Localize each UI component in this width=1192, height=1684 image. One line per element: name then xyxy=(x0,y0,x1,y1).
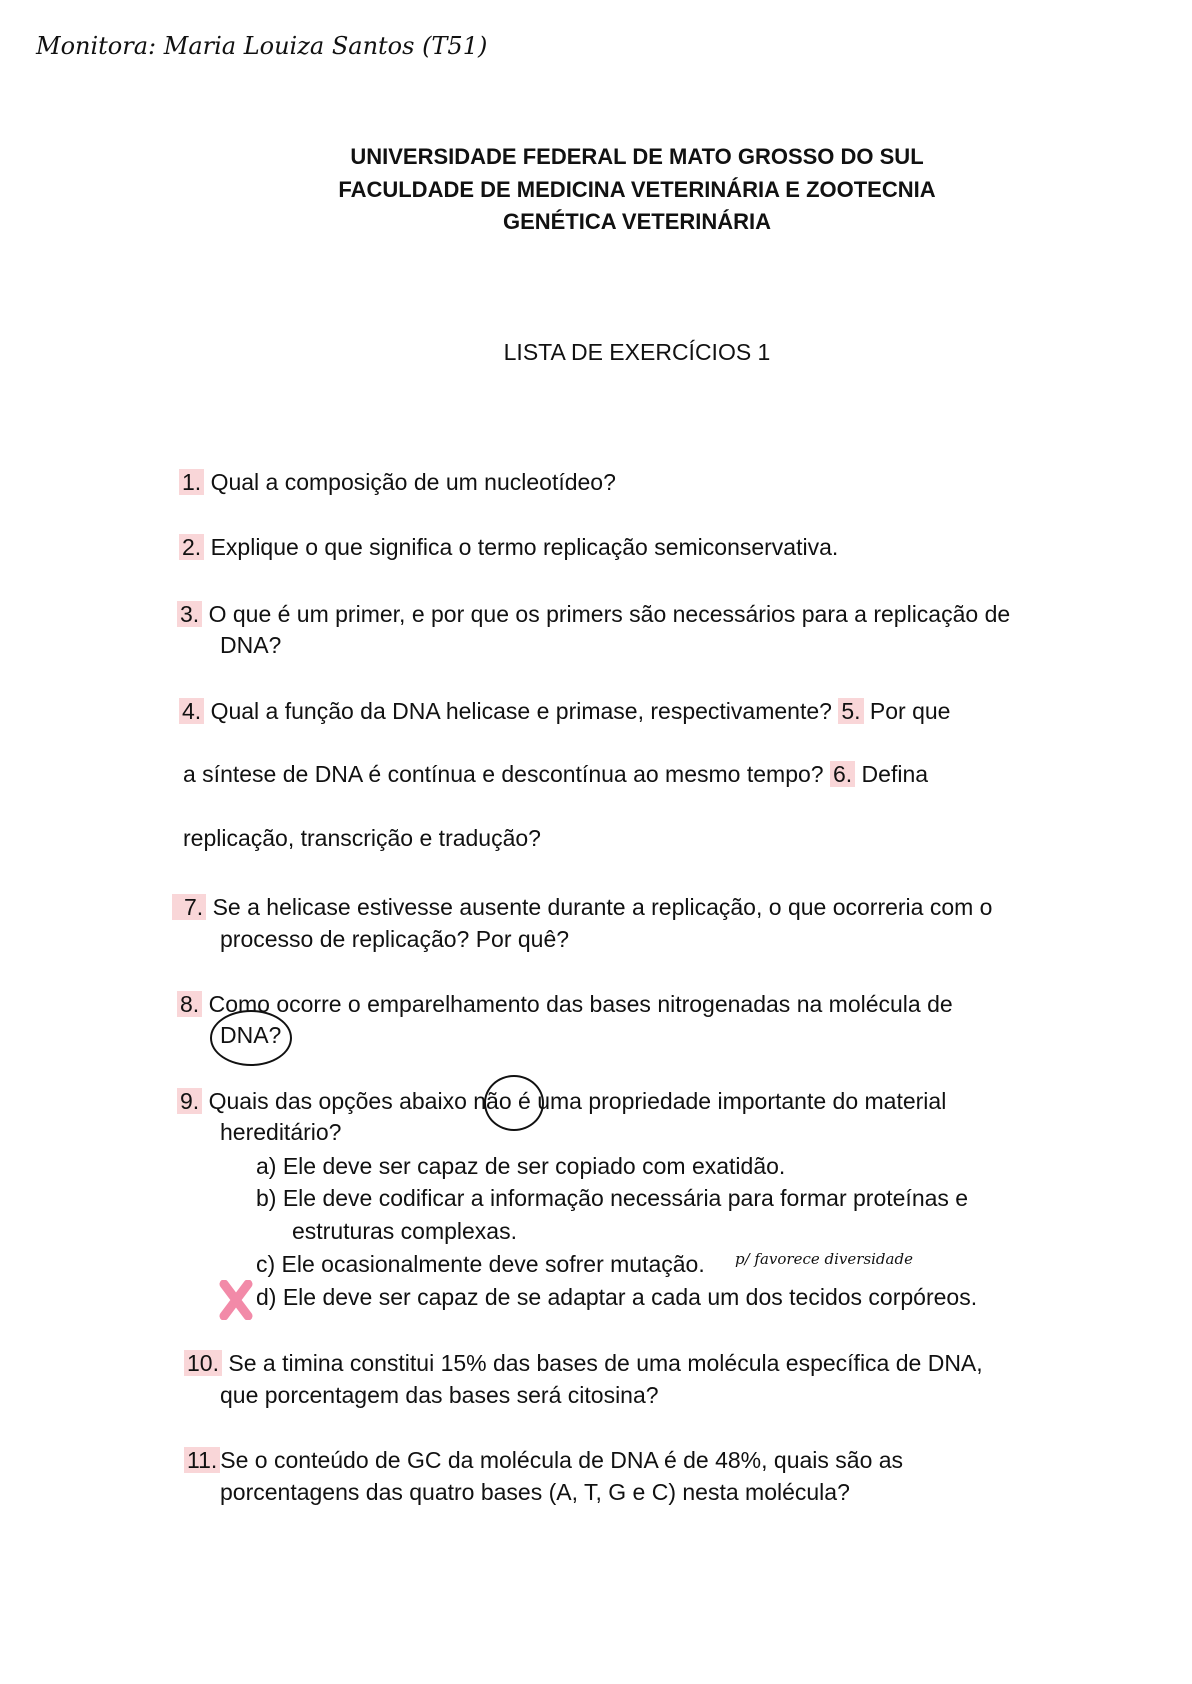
question-4 xyxy=(179,697,950,725)
list-title: LISTA DE EXERCÍCIOS 1 xyxy=(503,339,771,365)
question-5-cont xyxy=(183,760,928,788)
option-a: a) Ele deve ser capaz de ser copiado com exatidão. xyxy=(256,1153,786,1179)
question-8-cont: DNA? xyxy=(220,1022,282,1048)
question-10-cont: que porcentagem das bases será citosina? xyxy=(220,1382,659,1408)
question-text: a síntese de DNA é contínua e descontínua ao mesmo tempo? xyxy=(183,761,824,787)
question-8 xyxy=(177,990,953,1018)
question-11 xyxy=(184,1446,903,1474)
question-7 xyxy=(172,893,992,921)
question-9 xyxy=(177,1087,946,1115)
question-number: 2. xyxy=(179,534,204,560)
question-number: 11. xyxy=(184,1447,220,1473)
question-6-cont: replicação, transcrição e tradução? xyxy=(183,825,541,851)
question-2 xyxy=(179,533,838,561)
question-3-cont: DNA? xyxy=(220,632,282,658)
question-number: 5. xyxy=(838,698,863,724)
question-text: O que é um primer, e por que os primers são necessários para a replicação de xyxy=(208,601,1011,627)
question-number: 3. xyxy=(177,601,202,627)
question-text: Quais das opções abaixo xyxy=(208,1088,474,1114)
option-c: c) Ele ocasionalmente deve sofrer mutação. xyxy=(256,1251,705,1277)
question-1 xyxy=(179,468,616,496)
question-10 xyxy=(184,1349,983,1377)
question-number: 9. xyxy=(177,1088,202,1114)
question-text: Qual a composição de um nucleotídeo? xyxy=(210,469,616,495)
cross-mark-icon xyxy=(218,1280,254,1320)
emphasis-text: não xyxy=(473,1088,512,1114)
question-text: Defina xyxy=(861,761,929,787)
option-d: d) Ele deve ser capaz de se adaptar a cada um dos tecidos corpóreos. xyxy=(256,1284,978,1310)
faculty-name: FACULDADE DE MEDICINA VETERINÁRIA E ZOOTECNIA xyxy=(338,177,936,202)
question-11-cont: porcentagens das quatro bases (A, T, G e C) nesta molécula? xyxy=(220,1479,850,1505)
handwritten-header: Monitora: Maria Louiza Santos (T51) xyxy=(36,32,488,60)
question-text: Por que xyxy=(869,698,951,724)
option-b: b) Ele deve codificar a informação necessária para formar proteínas e xyxy=(256,1185,969,1211)
question-text: Se a timina constitui 15% das bases de uma molécula específica de DNA, xyxy=(228,1350,983,1376)
question-3 xyxy=(177,600,1010,628)
question-number: 1. xyxy=(179,469,204,495)
handwritten-circle xyxy=(484,1075,544,1131)
option-b-cont: estruturas complexas. xyxy=(292,1218,517,1244)
question-7-cont: processo de replicação? Por quê? xyxy=(220,926,570,952)
question-number: 6. xyxy=(830,761,855,787)
question-text: Como ocorre o emparelhamento das bases nitrogenadas na molécula de xyxy=(208,991,953,1017)
question-text: Qual a função da DNA helicase e primase, respectivamente? xyxy=(210,698,832,724)
question-text: é uma propriedade importante do material xyxy=(511,1088,947,1114)
handwritten-circle xyxy=(210,1010,292,1066)
course-name: GENÉTICA VETERINÁRIA xyxy=(502,209,772,234)
question-number: 4. xyxy=(179,698,204,724)
handwritten-note: p/ favorece diversidade xyxy=(735,1250,913,1268)
question-text: Explique o que significa o termo replicação semiconservativa. xyxy=(210,534,839,560)
question-number: 10. xyxy=(184,1350,222,1376)
question-text: Se o conteúdo de GC da molécula de DNA é de 48%, quais são as xyxy=(220,1447,904,1473)
question-9-cont: hereditário? xyxy=(220,1119,342,1145)
question-number: 8. xyxy=(177,991,202,1017)
question-text: Se a helicase estivesse ausente durante a replicação, o que ocorreria com o xyxy=(212,894,993,920)
question-number: 7. xyxy=(172,894,206,920)
university-name: UNIVERSIDADE FEDERAL DE MATO GROSSO DO SUL xyxy=(350,144,924,169)
